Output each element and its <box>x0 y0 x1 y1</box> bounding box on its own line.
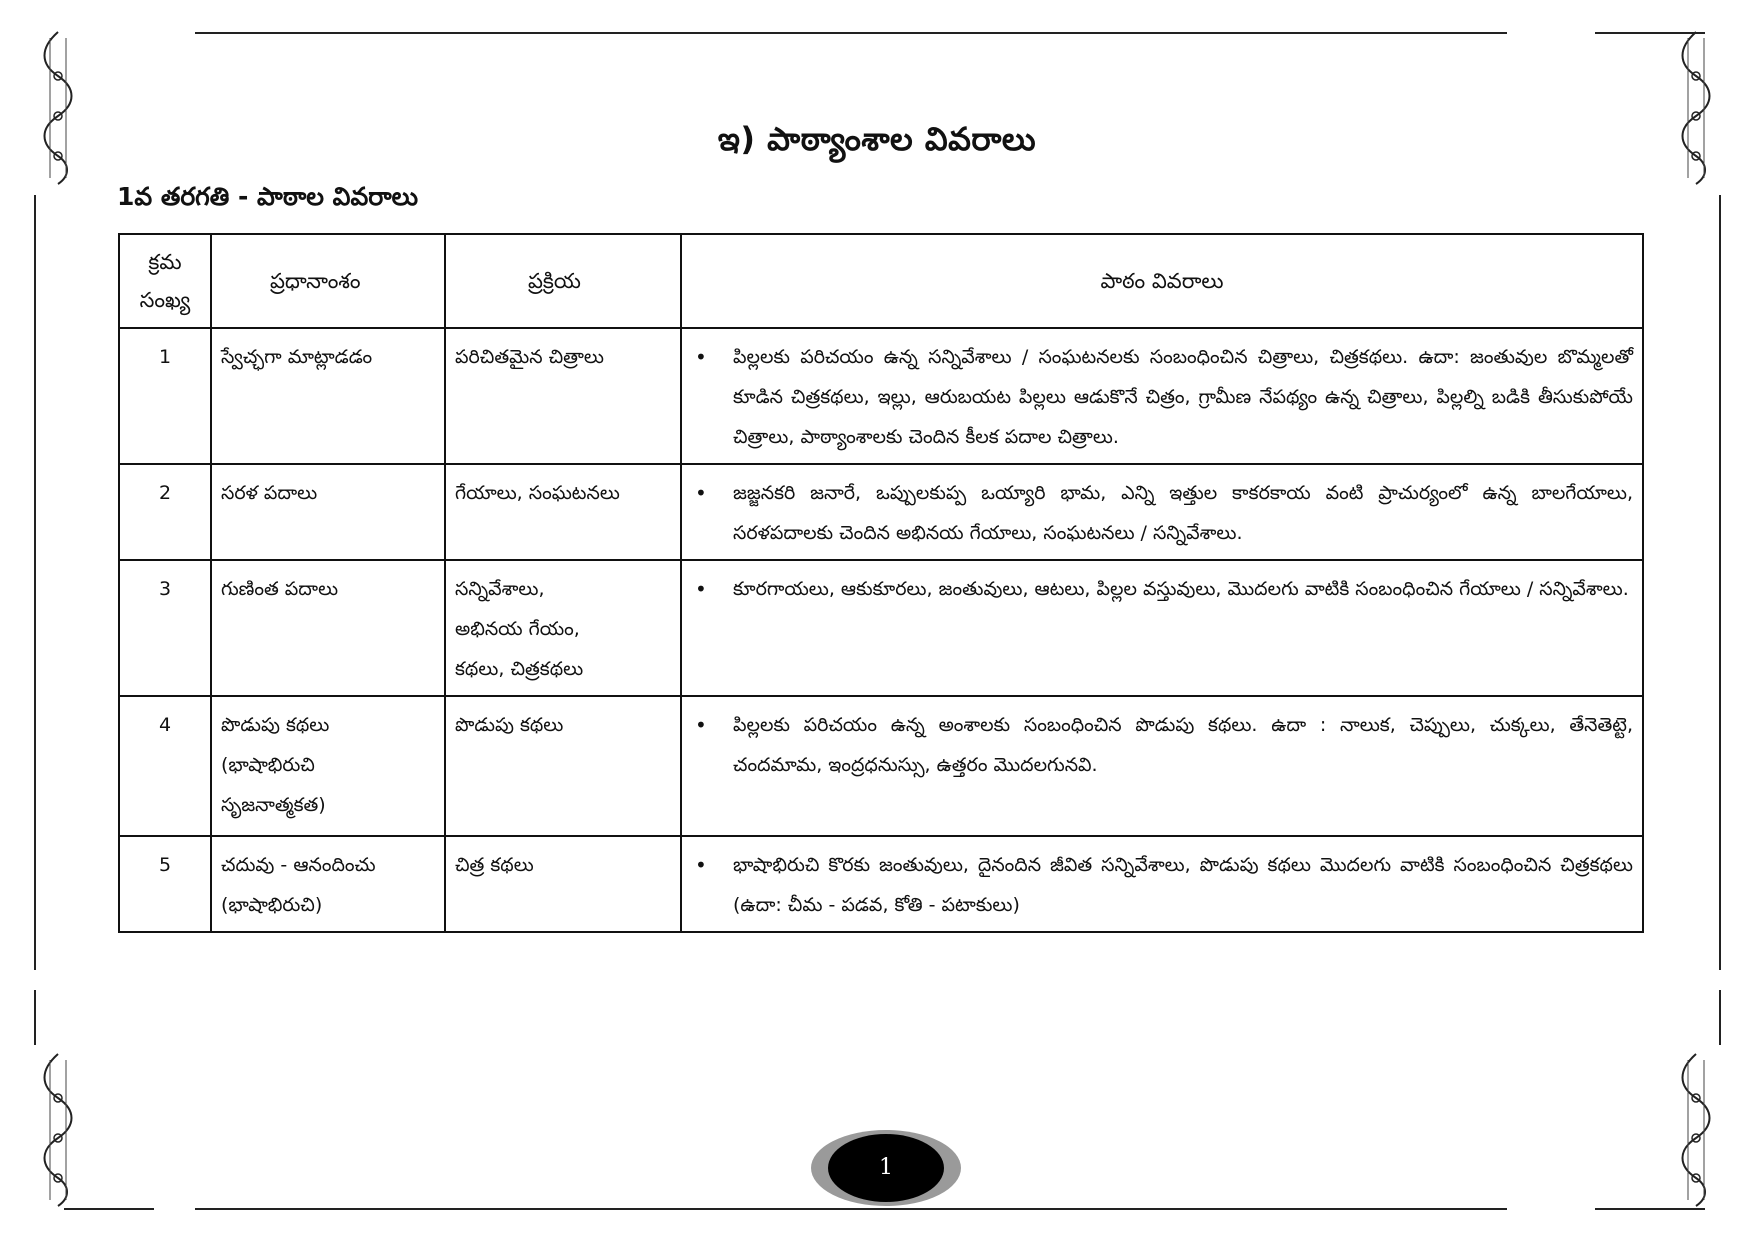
row-details-text: పిల్లలకు పరిచయం ఉన్న సన్నివేశాలు / సంఘటనలకు సంబంధించిన చిత్రాలు, చిత్రకథలు. ఉదా: జంతువుల బొమ్మలతో కూడిన చిత్రకథలు, ఇల్లు, ఆరుబయట పిల్లలు ఆడుకొనే చిత్రం, గ్రామీణ నేపథ్యం ఉన్న చిత్రాలు, పిల్లల్ని బడికి తీసుకుపోయే చిత్రాలు, పాఠ్యాంశాలకు చెందిన కీలక పదాల చిత్రాలు. <box>733 346 1633 448</box>
row-number: 3 <box>119 560 211 696</box>
header-serial <box>119 234 211 328</box>
row-number: 1 <box>119 328 211 464</box>
row-process <box>445 696 681 836</box>
bullet-icon: • <box>695 713 707 737</box>
row-process-line: పరిచితమైన చిత్రాలు <box>455 346 604 368</box>
page-number-badge <box>811 1130 961 1206</box>
row-process-line: గేయాలు, సంఘటనలు <box>455 482 620 504</box>
frame-left-line <box>34 195 36 970</box>
header-topic: ప్రధానాంశం <box>211 234 445 328</box>
row-topic-line: (భాషాభిరుచి <box>221 754 315 776</box>
row-details-text: కూరగాయలు, ఆకుకూరలు, జంతువులు, ఆటలు, పిల్లల వస్తువులు, మొదలగు వాటికి సంబంధించిన గేయాలు / సన్నివేశాలు. <box>733 578 1629 600</box>
row-topic-line: చదువు - ఆనందించు <box>221 854 376 876</box>
row-topic-line: (భాషాభిరుచి) <box>221 894 323 916</box>
table-row <box>119 836 1643 932</box>
row-details-text: జజ్జనకరి జనారే, ఒప్పులకుప్ప ఒయ్యారి భామ, ఎన్ని ఇత్తుల కాకరకాయ వంటి ప్రాచుర్యంలో ఉన్న బాలగేయాలు, సరళపదాలకు చెందిన అభినయ గేయాలు, సంఘటనలు / సన్నివేశాలు. <box>733 482 1633 544</box>
row-number: 2 <box>119 464 211 560</box>
row-details <box>681 836 1643 932</box>
bullet-icon: • <box>695 481 707 505</box>
row-topic-line: సృజనాత్మకత) <box>221 794 326 816</box>
frame-right-line-bottom <box>1719 990 1721 1045</box>
header-serial-line1: క్రమ <box>148 250 182 274</box>
row-topic-line: సరళ పదాలు <box>221 482 318 504</box>
row-details-text: పిల్లలకు పరిచయం ఉన్న అంశాలకు సంబంధించిన పొడుపు కథలు. ఉదా : నాలుక, చెప్పులు, చుక్కలు, తేనెతెట్టె, చందమామ, ఇంద్రధనుస్సు, ఉత్తరం మొదలగునవి. <box>733 714 1633 776</box>
row-topic <box>211 836 445 932</box>
row-process-line: పొడుపు కథలు <box>455 714 564 736</box>
row-process <box>445 560 681 696</box>
frame-left-line-bottom <box>34 990 36 1045</box>
row-details-text: భాషాభిరుచి కొరకు జంతువులు, దైనందిన జీవిత సన్నివేశాలు, పొడుపు కథలు మొదలగు వాటికి సంబంధించిన చిత్రకథలు (ఉదా: చీమ - పడవ, కోతి - పటాకులు) <box>733 854 1633 916</box>
row-process-line: సన్నివేశాలు, <box>455 578 545 600</box>
frame-top-line <box>195 32 1507 34</box>
row-topic-line: పొడుపు కథలు <box>221 714 330 736</box>
row-topic-line: గుణింత పదాలు <box>221 578 339 600</box>
header-serial-line2: సంఖ్య <box>139 288 191 312</box>
row-details <box>681 560 1643 696</box>
row-details <box>681 464 1643 560</box>
row-process-line: కథలు, చిత్రకథలు <box>455 658 584 680</box>
row-topic-line: స్వేచ్ఛగా మాట్లాడడం <box>221 346 373 368</box>
syllabus-table <box>118 233 1644 933</box>
table-row <box>119 560 1643 696</box>
row-process-line: అభినయ గేయం, <box>455 618 580 640</box>
row-topic <box>211 696 445 836</box>
corner-ornament-icon <box>30 1050 86 1210</box>
table-row <box>119 464 1643 560</box>
table-header-row <box>119 234 1643 328</box>
header-process: ప్రక్రియ <box>445 234 681 328</box>
row-number: 5 <box>119 836 211 932</box>
corner-ornament-icon <box>1668 1050 1724 1210</box>
row-details <box>681 328 1643 464</box>
row-topic <box>211 464 445 560</box>
row-topic <box>211 328 445 464</box>
page-number: 1 <box>828 1134 944 1202</box>
row-number: 4 <box>119 696 211 836</box>
row-details <box>681 696 1643 836</box>
row-topic <box>211 560 445 696</box>
bullet-icon: • <box>695 345 707 369</box>
row-process-line: చిత్ర కథలు <box>455 854 534 876</box>
section-subtitle: 1వ తరగతి - పాఠాల వివరాలు <box>117 182 419 211</box>
bullet-icon: • <box>695 577 707 601</box>
table-body <box>119 328 1643 932</box>
page-title: ఇ) పాఠ్యాంశాల వివరాలు <box>717 120 1037 158</box>
table-row <box>119 696 1643 836</box>
row-process <box>445 836 681 932</box>
frame-right-line <box>1719 195 1721 970</box>
header-details: పాఠం వివరాలు <box>681 234 1643 328</box>
table-row <box>119 328 1643 464</box>
bullet-icon: • <box>695 853 707 877</box>
row-process <box>445 464 681 560</box>
row-process <box>445 328 681 464</box>
frame-bottom-line <box>195 1208 1507 1210</box>
